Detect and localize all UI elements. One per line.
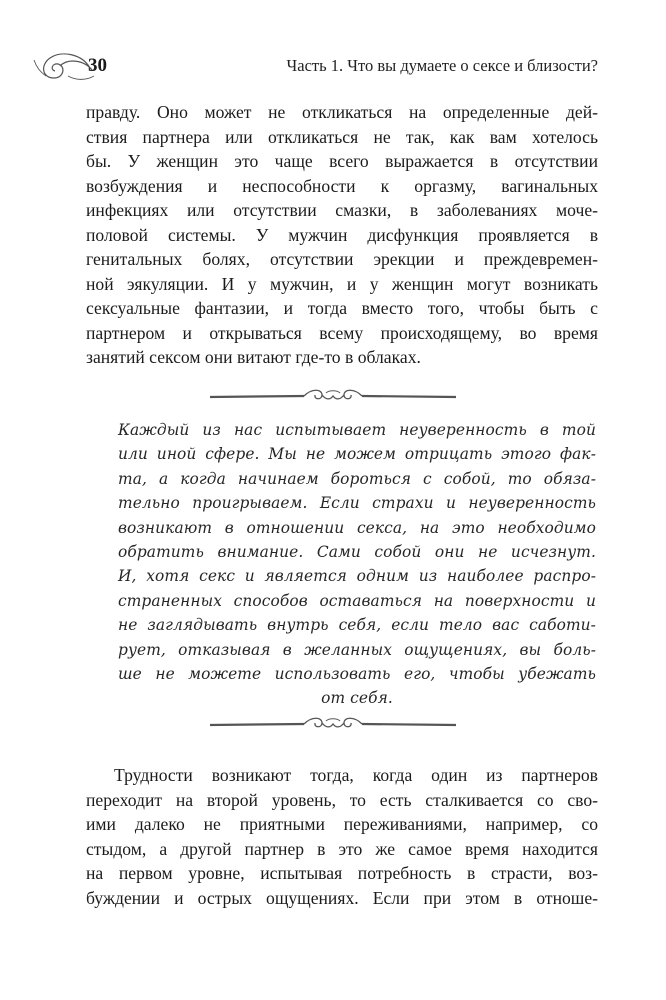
quote-line: не заглядывать внутрь себя, если тело вас саботи- [118, 616, 596, 635]
text-line: стыдом, а другой партнер в это же самое время находится [86, 838, 598, 859]
text-line: ими далеко не приятными переживаниями, например, со [86, 814, 598, 834]
text-line: буждении и острых ощущениях. Если при этом в отноше- [86, 887, 598, 908]
quote-line: обратить внимание. Сами собой они не исчезнут. [118, 543, 596, 562]
text-line: партнером и открываться всему происходящему, во время [86, 322, 598, 343]
text-line: бы. У женщин это чаще всего выражается в отсутствии [86, 151, 598, 171]
quote-line: страненных способов оставаться на поверхности и [118, 591, 596, 610]
text-line: на первом уровне, испытывая потребность в страсти, воз- [86, 863, 598, 883]
quote-line: рует, отказывая в желанных ощущениях, вы боль- [118, 640, 596, 659]
text-line: половой системы. У мужчин дисфункция проявляется в [86, 224, 598, 245]
text-line: возбуждения и неспособности к оргазму, вагинальных [86, 175, 598, 196]
flourish-divider-icon [208, 714, 458, 734]
paragraph-bottom [86, 763, 598, 910]
pull-quote [118, 418, 596, 711]
quote-line: от себя. [321, 689, 393, 708]
text-line: переходит на второй уровень, то есть сталкивается со сво- [86, 789, 598, 810]
text-line: ной эякуляции. И у мужчин, и у женщин могут возникать [86, 273, 598, 294]
quote-line: И, хотя секс и является одним из наиболее распро- [118, 567, 596, 586]
text-line: занятий сексом они витают где-то в облаках. [86, 347, 421, 367]
running-head: Часть 1. Что вы думаете о сексе и близости? [286, 56, 598, 75]
text-line: правду. Оно может не откликаться на определенные дей- [86, 102, 598, 122]
text-line: инфекциях или отсутствии смазки, в заболеваниях моче- [86, 200, 598, 220]
page-number: 30 [88, 55, 107, 76]
text-line: генитальных болях, отсутствии эрекции и преждевремен- [86, 249, 598, 269]
text-line: Трудности возникают тогда, когда один из партнеров [114, 765, 598, 785]
paragraph-top [86, 100, 598, 370]
quote-line: возникают в отношении секса, на это необходимо [118, 518, 596, 537]
text-line: сексуальные фантазии, и тогда вместо того, чтобы быть с [86, 298, 598, 318]
quote-line: та, а когда начинаем бороться с собой, то обяза- [118, 469, 596, 488]
quote-line: Каждый из нас испытывает неуверенность в той [118, 421, 596, 439]
flourish-divider-icon [208, 386, 458, 406]
quote-line: ше не можете использовать его, чтобы убежать [118, 665, 596, 684]
text-line: ствия партнера или откликаться не так, как вам хотелось [86, 126, 598, 147]
quote-line: или иной сфере. Мы не можем отрицать этого фак- [118, 445, 596, 464]
page-header [32, 46, 598, 86]
quote-line: тельно проигрываем. Если страхи и неуверенность [118, 494, 596, 513]
